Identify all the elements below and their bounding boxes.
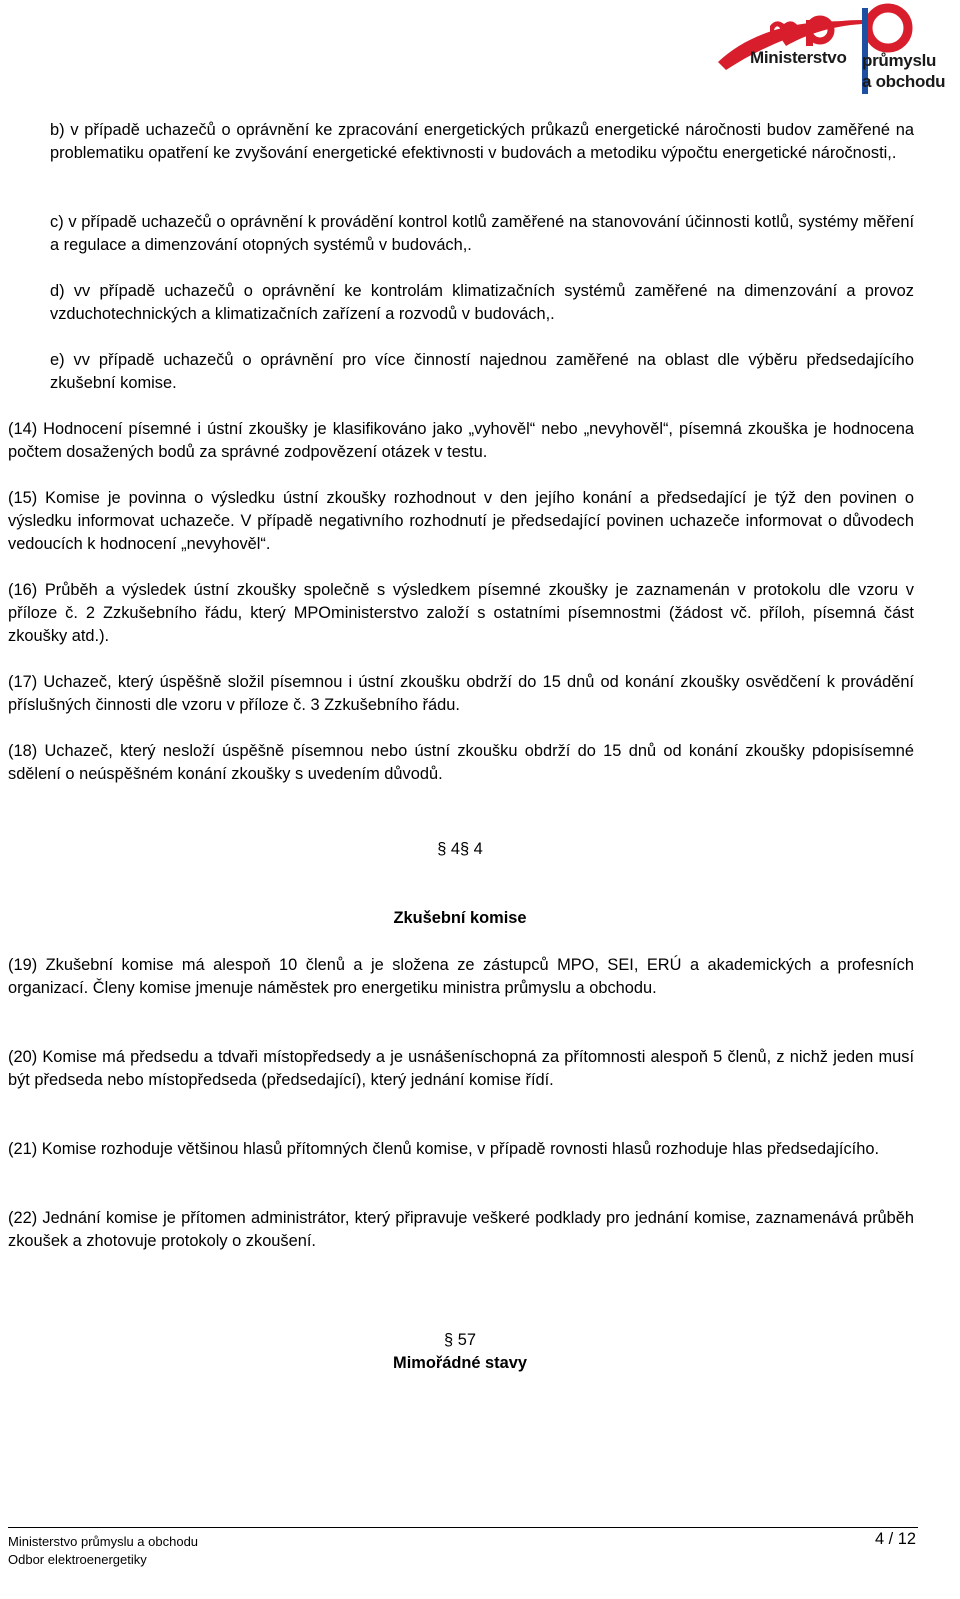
paragraph-16: (16) Průběh a výsledek ústní zkoušky společně s výsledkem písemné zkoušky je zaznamenán v protokolu dle vzoru v příloze č. 2 Zzkušebního řádu, který MPOministerstvo založí s ostatními písemnostmi (žádost vč. příloh, písemná část zkoušky atd.). bbox=[8, 581, 914, 645]
logo-text-line-2a: průmyslu bbox=[862, 51, 937, 70]
list-item-d: d) vv případě uchazečů o oprávnění ke kontrolám klimatizačních systémů zaměřené na dimenzování a provoz vzduchotechnických a klimatizačních zařízení a rozvodů v budovách,. bbox=[50, 282, 914, 323]
footer-organization bbox=[8, 1533, 198, 1569]
logo-text-prumyslu bbox=[862, 50, 945, 92]
paragraph-19: (19) Zkušební komise má alespoň 10 členů a je složena ze zástupců MPO, SEI, ERÚ a akademických a profesních organizací. Členy komise jmenuje náměstek pro energetiku ministra průmyslu a obchodu. bbox=[8, 956, 914, 997]
footer-divider bbox=[8, 1527, 918, 1528]
paragraph-18: (18) Uchazeč, který nesloží úspěšně písemnou nebo ústní zkoušku obdrží do 15 dnů od konání zkoušky pdopisísemné sdělení o neúspěšném konání zkoušky s uvedením důvodů. bbox=[8, 742, 914, 783]
logo-text-line-2b: a obchodu bbox=[862, 72, 946, 91]
section-mark-57: § 57 bbox=[444, 1331, 476, 1349]
footer-org-line-2: Odbor elektroenergetiky bbox=[8, 1552, 147, 1567]
section-title-zkusebni-komise: Zkušební komise bbox=[393, 909, 527, 927]
section-title-mimoradne-stavy: Mimořádné stavy bbox=[393, 1354, 527, 1372]
paragraph-22: (22) Jednání komise je přítomen administrátor, který připravuje veškeré podklady pro jednání komise, zaznamenává průběh zkoušek a zhotovuje protokoly o zkoušení. bbox=[8, 1209, 914, 1250]
logo-text-ministerstvo: Ministerstvo bbox=[750, 48, 847, 67]
list-item-b: b) v případě uchazečů o oprávnění ke zpracování energetických průkazů energetické náročnosti budov zaměřené na problematiku opatření ke zvyšování energetické efektivnosti v budovách a metodiku výpočtu energetické náročnosti,. bbox=[50, 121, 914, 162]
paragraph-21: (21) Komise rozhoduje většinou hlasů přítomných členů komise, v případě rovnosti hlasů rozhoduje hlas předsedajícího. bbox=[8, 1140, 880, 1158]
section-mark-4: § 4§ 4 bbox=[437, 840, 483, 858]
paragraph-20: (20) Komise má předsedu a tdvaři místopředsedy a je usnášeníschopná za přítomnosti alespoň 5 členů, z nichž jeden musí být předseda nebo místopředseda (předsedající), který jednání komise řídí. bbox=[8, 1048, 914, 1089]
paragraph-15: (15) Komise je povinna o výsledku ústní zkoušky rozhodnout v den jejího konání a předsedající je týž den povinen o výsledku informovat uchazeče. V případě negativního rozhodnutí je předsedající povinen uchazeče informovat o důvodech vedoucích k hodnocení „nevyhověl“. bbox=[8, 489, 914, 553]
paragraph-14: (14) Hodnocení písemné i ústní zkoušky je klasifikováno jako „vyhověl“ nebo „nevyhověl“, písemná zkouška je hodnocena počtem dosažených bodů za správné zodpovězení otázek v testu. bbox=[8, 420, 914, 461]
page-number: 4 / 12 bbox=[874, 1530, 916, 1548]
footer-org-line-1: Ministerstvo průmyslu a obchodu bbox=[8, 1534, 199, 1549]
list-item-e: e) vv případě uchazečů o oprávnění pro více činností najednou zaměřené na oblast dle výběru předsedajícího zkušební komise. bbox=[50, 351, 914, 392]
paragraph-17: (17) Uchazeč, který úspěšně složil písemnou i ústní zkoušku obdrží do 15 dnů od konání zkoušky osvědčení k provádění příslušných činnosti dle vzoru v příloze č. 3 Zzkušebního řádu. bbox=[8, 673, 914, 714]
list-item-c: c) v případě uchazečů o oprávnění k provádění kontrol kotlů zaměřené na stanovování účinnosti kotlů, systémy měření a regulace a dimenzování otopných systémů v budovách,. bbox=[50, 213, 914, 254]
